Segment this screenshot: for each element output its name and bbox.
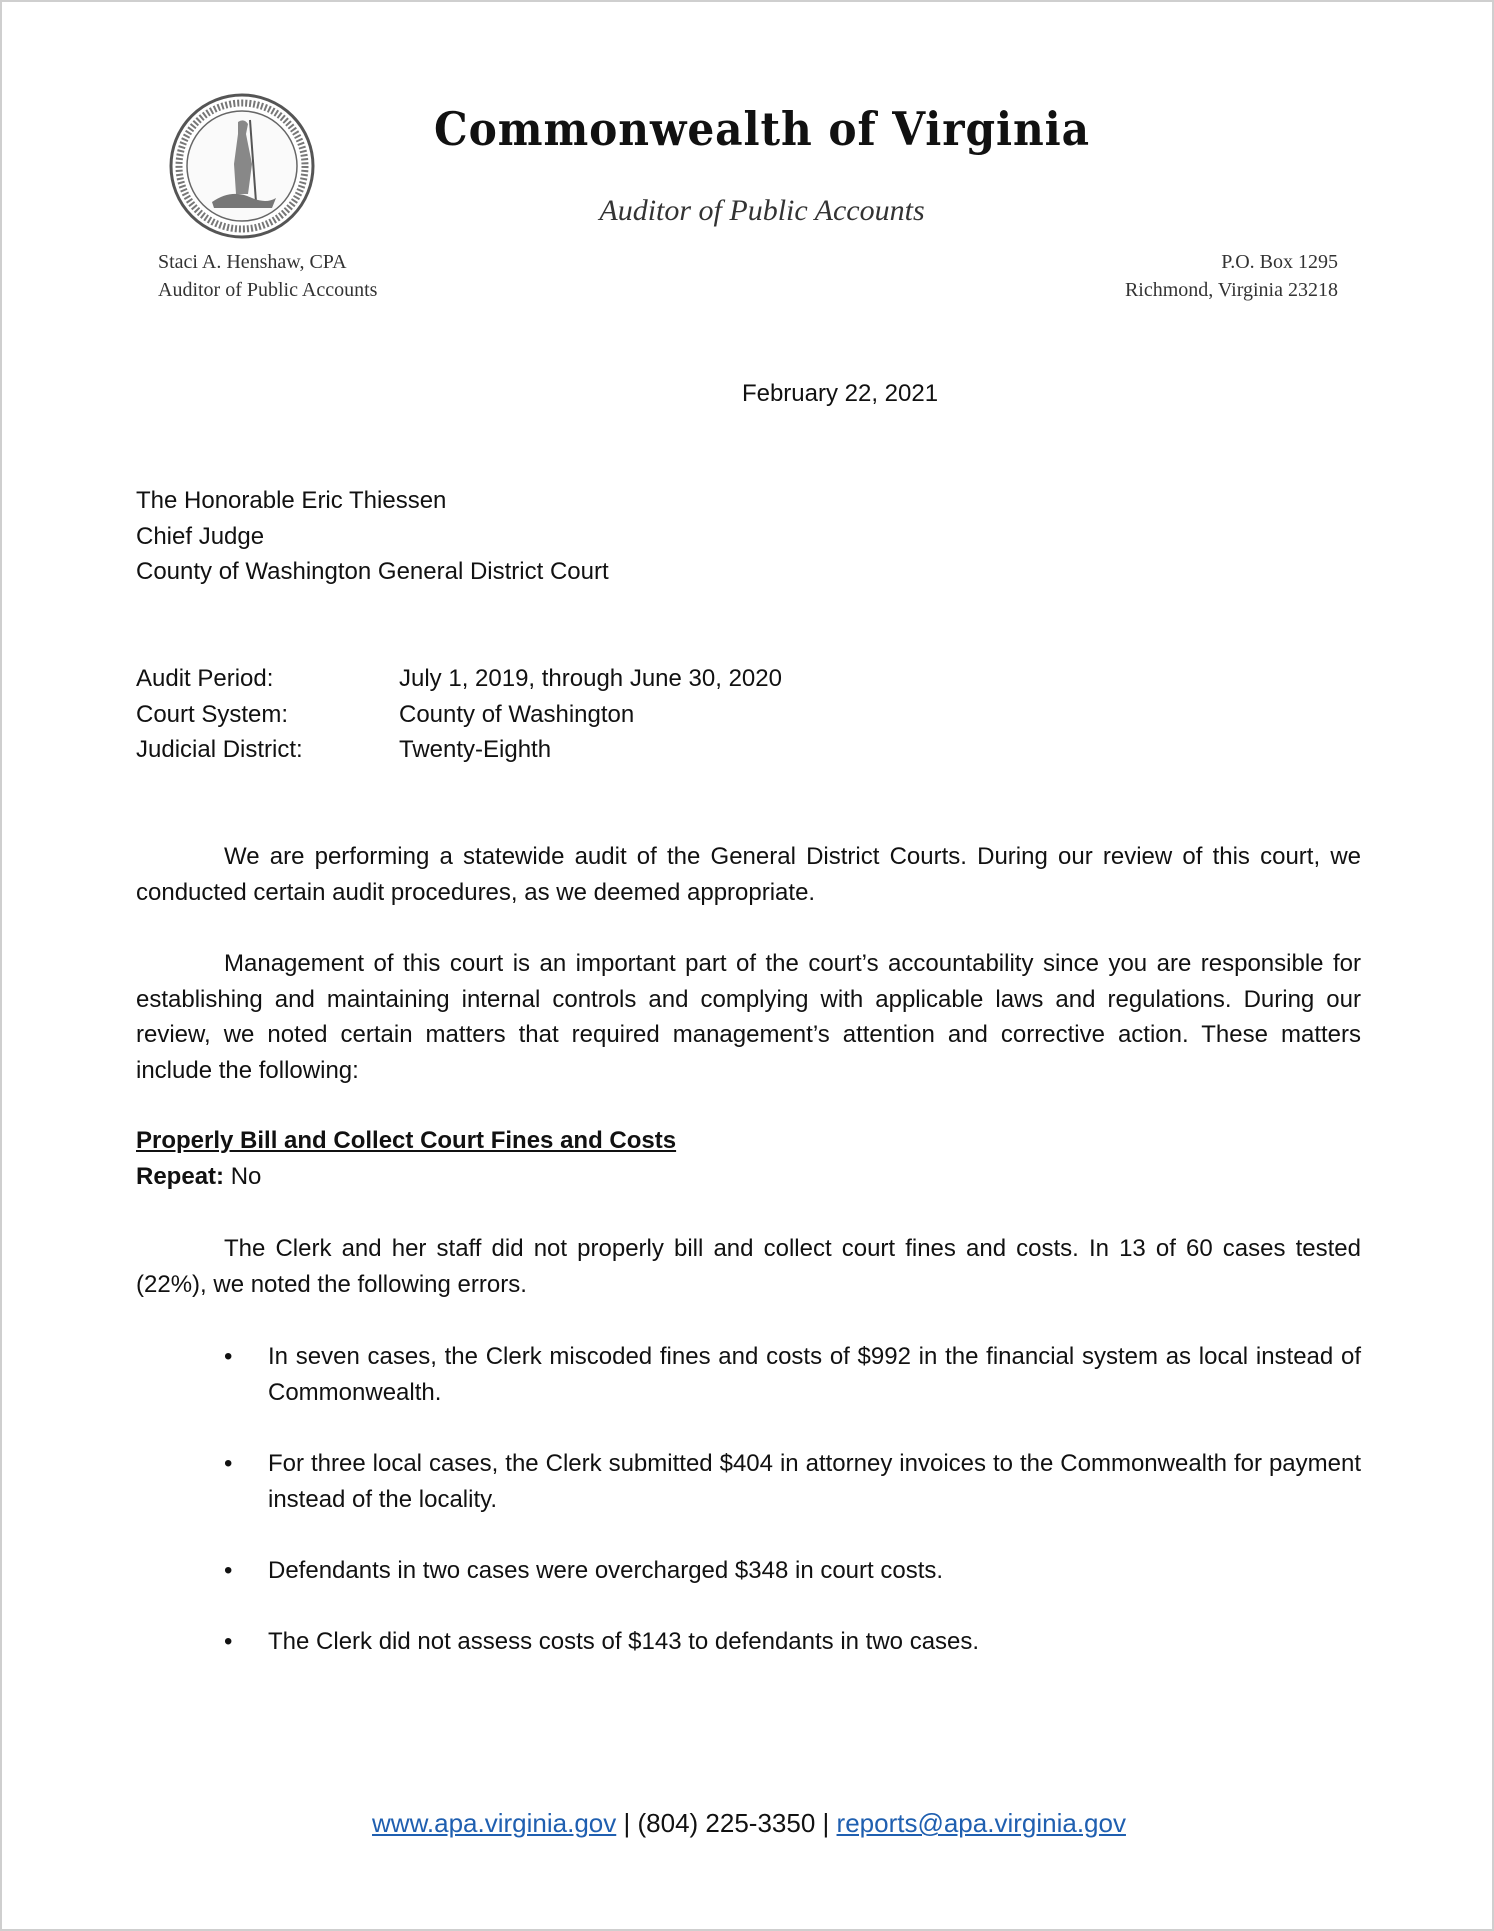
letter-date: February 22, 2021 [741,380,939,407]
bullet-icon: • [224,1450,233,1477]
city-state-zip: Richmond, Virginia 23218 [1124,279,1338,301]
addressee-court: County of Washington General District Court [136,558,609,586]
addressee-title: Chief Judge [136,522,265,550]
detail-value: July 1, 2019, through June 30, 2020 [399,665,782,692]
detail-row [136,661,782,697]
email-link[interactable]: reports@apa.virginia.gov [836,1808,1126,1838]
bullet-text: For three local cases, the Clerk submitted $404 in attorney invoices to the Commonwealth for payment instead of the locality. [268,1450,1361,1513]
detail-label: Court System: [136,700,289,728]
detail-value: County of Washington [399,700,635,728]
detail-value: Twenty-Eighth [399,736,552,764]
finding-bullet [224,1339,1361,1410]
website-link[interactable]: www.apa.virginia.gov [372,1808,617,1838]
bullet-icon: • [224,1557,233,1584]
finding-heading: Properly Bill and Collect Court Fines and Costs [136,1127,677,1154]
bullet-text: The Clerk did not assess costs of $143 to defendants in two cases. [268,1628,980,1655]
po-box: P.O. Box 1295 [1221,251,1338,273]
auditor-block [158,248,377,304]
bullet-text: Defendants in two cases were overcharged $348 in court costs. [268,1557,944,1584]
address-block [1125,248,1338,304]
letterhead-title: Commonwealth of Virginia [433,102,1091,156]
finding-header [136,1123,676,1194]
management-paragraph: Management of this court is an important part of the court’s accountability since you are responsible for establishing and maintaining internal controls and complying with applicable laws and regulations. During our review, we noted certain matters that required management’s attention and corrective action. These matters include the following: [136,950,1361,1085]
footer [2,1808,1494,1839]
detail-row [136,697,782,733]
separator: | [822,1808,830,1838]
repeat-label: Repeat: [136,1162,225,1190]
auditor-name: Staci A. Henshaw, CPA [158,251,347,273]
audit-details [136,661,782,768]
finding-bullet [224,1553,1361,1589]
letterhead-subtitle: Auditor of Public Accounts [599,194,925,227]
virginia-seal-logo [168,92,316,240]
phone-number: (804) 225-3350 [637,1808,816,1838]
auditor-title: Auditor of Public Accounts [158,279,378,301]
intro-paragraph: We are performing a statewide audit of the General District Courts. During our review of this court, we conducted certain audit procedures, as we deemed appropriate. [136,843,1361,906]
addressee-name: The Honorable Eric Thiessen [136,487,447,514]
detail-label: Judicial District: [136,736,303,764]
repeat-value: No [230,1162,262,1190]
separator: | [623,1808,631,1838]
detail-row [136,732,782,768]
bullet-icon: • [224,1628,233,1655]
finding-paragraph: The Clerk and her staff did not properly bill and collect court fines and costs. In 13 of 60 cases tested (22%), we noted the following errors. [136,1235,1361,1298]
bullet-icon: • [224,1343,233,1370]
finding-bullet [224,1446,1361,1517]
detail-label: Audit Period: [136,665,274,692]
bullet-text: In seven cases, the Clerk miscoded fines and costs of $992 in the financial system as local instead of Commonwealth. [268,1343,1361,1406]
finding-bullet [224,1624,1361,1660]
addressee-block [136,483,609,590]
